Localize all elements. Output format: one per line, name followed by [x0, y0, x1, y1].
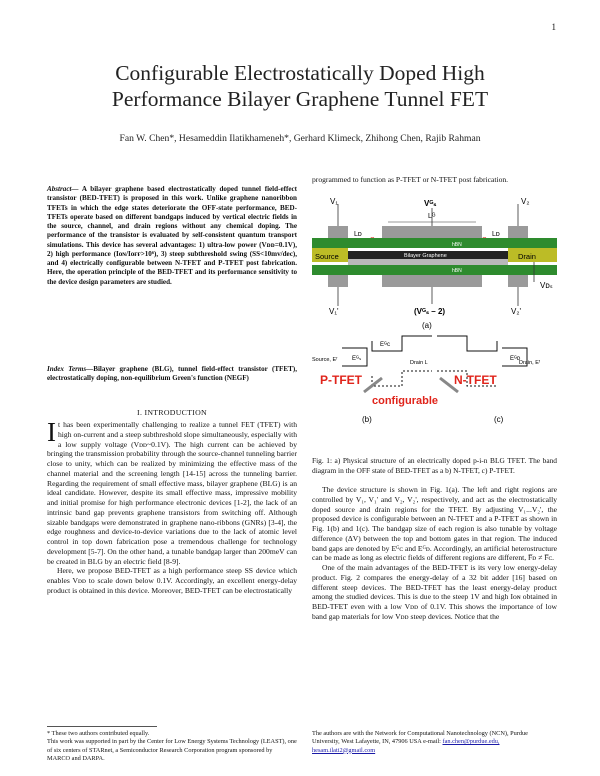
label-egs: Eᴳₛ — [352, 356, 362, 362]
drop-cap: I — [47, 417, 56, 447]
label-drain-l: Drain L — [410, 360, 428, 366]
label-v2: V₂ — [521, 197, 530, 206]
author-list: Fan W. Chen*, Hesameddin Ilatikhameneh*, Gerhard Klimeck, Zhihong Chen, Rajib Rahman — [119, 133, 481, 144]
abstract-lead: Abstract— — [47, 185, 79, 193]
index-terms-lead: Index Terms— — [47, 365, 94, 373]
section-heading-introduction: I. INTRODUCTION — [137, 408, 207, 417]
label-b: (b) — [362, 415, 372, 424]
top-oxide — [312, 238, 557, 248]
index-terms — [47, 365, 297, 384]
right-paragraph-1: The device structure is shown in Fig. 1(a). The left and right regions are controlled by V₁, V₁' and V₂, V₂', respectively, and act as the electrostatically doped source and drain regions for the TFET. By adjusting V₁...V₂', the proposed device is configurable between an N-TFET and a P-TFET as shown in Fig. 1(b) and 1(c). The bandgap size of each region is also tunable by voltage difference (ΔV) between the top and bottom gates in that region. The induced band gaps are denoted by Eᴳᴄ and Eᴳᴅ. Accordingly, an artificial heterostructure can be made as long as electric fields of different regions are different, F̅ᴅ ≠ F̅ᴄ. — [312, 485, 557, 563]
label-ld: Lᴅ — [492, 231, 500, 238]
footnote-right-text: The authors are with the Network for Computational Nanotechnology (NCN), Purdue University, West Lafayette, IN, 47906 USA e-mail: — [312, 730, 528, 746]
label-c: (c) — [494, 415, 504, 424]
label-source: Source — [315, 252, 339, 261]
label-vds: Vᴅₛ — [540, 281, 553, 290]
label-drain-ef: Drain, Eᶠ — [519, 360, 541, 366]
label-lg: Lᴳ — [428, 213, 436, 220]
title-line-2: Performance Bilayer Graphene Tunnel FET — [111, 87, 489, 111]
paper-title — [40, 60, 560, 112]
intro-paragraph-2: Here, we propose BED-TFET as a high performance steep SS device which enables Vᴅᴅ to scale down below 0.1V. Accordingly, an excellent energy-delay product is obtained in this device. Moreover, BED-TFET can be electrostatically — [47, 566, 297, 595]
label-drain: Drain — [518, 252, 536, 261]
right-column-body — [312, 485, 557, 622]
gate-v1-bottom — [328, 275, 348, 287]
abstract-text: A bilayer graphene based electrostatically doped tunnel field-effect transistor (BED-TFET) is proposed in this work. Unlike graphene nanoribbon TFETs in which the edge states deteriorate the OFF-state performance, BED-TFETs operate based on different bandgaps induced by vertical electric fields in the source, channel, and drain regions without any chemical doping. The performance of the transistor is evaluated by self-consistent quantum transport simulations. This device has several advantages: 1) ultra-low power (Vᴅᴅ=0.1V), 2) high performance (Iᴏɴ/Iᴏғғ>10⁶), 3) steep subthreshold swing (SS<10mv/dec), and 4) electrically configurable between N-TFET and P-TFET post fabrication. Here, the operation principle of the BED-TFET and its performance sensitivity to the device design parameters are studied. — [47, 185, 297, 286]
page-number: 1 — [551, 22, 556, 32]
label-a: (a) — [422, 321, 432, 330]
intro-paragraph-1 — [47, 417, 297, 566]
intro-paragraph-1-text: t has been experimentally challenging to realize a tunnel FET (TFET) with high on-current and a steep subthreshold slope simultaneously, especially with a low supply voltage (Vᴅᴅ~0.1V). The high current can be achieved by bringing the transmission probability through the source-channel tunneling barrier close to unity, which can be realized by minimizing the effective mass of the channel material and the screening length [14-15] across the tunneling barrier. Regarding the requirement of small effective mass, bilayer graphene (BLG) is an ideal candidate. However, despite its small effective mass, impressive mobility and initial promise for high performance electronic devices [1-2], the lack of an intrinsic band gap prevents graphene transistors from switching off. Although sizable bandgaps were demonstrated in graphene nano-ribbons (GNRs) [3-4], the edge roughness and device-to-device variations due to the lack of atomic level control in top down fabrication pose a tremendous challenge for technology development [5-7]. On the other hand, a tunable bandgap larger than 200meV can be created in BLG by an electric field [8-9]. — [47, 420, 297, 566]
label-vgs2: (Vᴳₛ – 2) — [414, 307, 446, 316]
right-top-continuation: programmed to function as P-TFET or N-TFET post fabrication. — [312, 175, 509, 184]
label-hbn-top: hBN — [452, 242, 462, 248]
author-email-link[interactable]: fan.chen@purdue.edu, hesam.ilati2@gmail.com — [312, 738, 500, 754]
gate-v2-top — [508, 226, 528, 238]
figure-1-caption: Fig. 1: a) Physical structure of an electrically doped p-i-n BLG TFET. The band diagram in the OFF state of BED-TFET as a b) N-TFET, c) P-TFET. — [312, 456, 557, 475]
abstract — [47, 185, 297, 287]
title-line-1: Configurable Electrostatically Doped High — [115, 61, 485, 85]
gate-v2-bottom — [508, 275, 528, 287]
label-v2p: V₂' — [511, 307, 521, 316]
label-v1p: V₁' — [329, 307, 339, 316]
footnote-separator — [47, 726, 157, 727]
footnote-left: * These two authors contributed equally. This work was supported in part by the Center for Low Energy Systems Technology (LEAST), one of six centers of STARnet, a Semiconductor Research Corporation program sponsored by MARCO and DARPA. — [47, 730, 297, 762]
label-egc: Eᴳᴄ — [380, 342, 390, 348]
label-v1: V₁ — [330, 197, 339, 206]
label-vgs: Vᴳₛ — [424, 199, 437, 208]
gate-vgs-bottom — [382, 275, 482, 287]
index-terms-text: Bilayer graphene (BLG), tunnel field-effect transistor (TFET), electrostatically doping, non-equilibrium Green's function (NEGF) — [47, 365, 297, 383]
label-bilayer: Bilayer Graphene — [404, 253, 447, 259]
right-paragraph-2: One of the main advantages of the BED-TFET is its very low energy-delay product. Fig. 2 compares the energy-delay of a 32 bit adder [16] based on different steep devices. The BED-TFET has the least energy-delay product among the studied devices. This is due to the steep 1V and high Iᴏɴ obtained in BED-TFET even with a low Vᴅᴅ of 0.1V. This shows the importance of low band gap materials for low Vᴅᴅ steep devices. Notice that the — [312, 563, 557, 621]
label-hbn-bottom: hBN — [452, 268, 462, 274]
hbn-layer — [348, 259, 508, 265]
footnote-right — [312, 730, 557, 755]
gate-v1-top — [328, 226, 348, 238]
arrow-left — [364, 378, 382, 392]
gate-vgs-top — [382, 226, 482, 238]
label-ptfet: P-TFET — [320, 373, 362, 387]
figure-1 — [312, 196, 557, 452]
label-egd: Eᴳᴅ — [510, 356, 521, 362]
bottom-oxide — [312, 265, 557, 275]
introduction-body — [47, 417, 297, 596]
label-ntfet: N-TFET — [454, 373, 497, 387]
label-source-ef: Source, Eᶠ — [312, 357, 338, 363]
label-configurable: configurable — [372, 395, 439, 407]
label-ls: Lᴅ — [354, 231, 362, 238]
